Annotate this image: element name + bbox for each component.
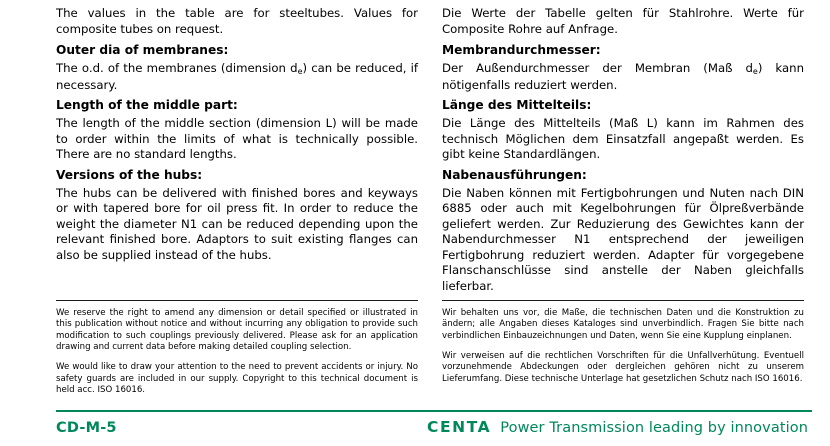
heading-outer-dia-membranes: Outer dia of membranes: (56, 43, 229, 58)
column-german (442, 6, 804, 297)
legal-paragraph-de-2: Wir verweisen auf die rechtlichen Vorschriften für die Unfallverhütung. Eventuell vorzunehmende Abdeckungen oder dergleichen gehören nicht zu unserem Lieferumfang. Diese technische Unterlage hat gesetzlichen Schutz nach ISO 16016. (442, 351, 804, 384)
footer-divider (56, 410, 812, 413)
legal-paragraph-en-2: We would like to draw your attention to the need to prevent accidents or injury. No safety guards are included in our supply. Copyright to this technical document is held acc. ISO 16016. (56, 362, 418, 396)
subscript-e-de: e (752, 66, 758, 76)
heading-nabenausfuehrungen: Nabenausführungen: (442, 167, 587, 182)
body-laenge-mittelteils: Die Länge des Mittelteils (Maß L) kann im Rahmen des technisch Möglichen dem Einsatzfall angepaßt werden. Es gibt keine Standardlängen. (442, 116, 804, 162)
body-membran-part1: Der Außendurchmesser der Membran (Maß d (442, 60, 753, 75)
brand-name: CENTA (426, 418, 492, 436)
legal-divider-en (56, 300, 418, 301)
heading-versions-of-hubs: Versions of the hubs: (56, 167, 203, 182)
body-nabenausfuehrungen: Die Naben können mit Fertigbohrungen und Nuten nach DIN 6885 oder auch mit Kegelbohrungen für Ölpreßverbände geliefert werden. Zur Reduzierung des Gewichtes kann der Nabendurchmesser N1 entsprechend der jeweiligen Fertigbohrung reduziert werden. Adapter für vorgegebene Flanschanschlüsse sind anstelle der Naben gleichfalls lieferbar. (442, 185, 804, 293)
intro-text-en: The values in the table are for steeltubes. Values for composite tubes on request. (56, 6, 418, 36)
body-columns (56, 6, 804, 297)
page-left-margin (0, 0, 14, 446)
page-footer (56, 410, 812, 437)
legal-column-english (56, 300, 418, 405)
legal-notices (56, 300, 804, 405)
intro-text-de: Die Werte der Tabelle gelten für Stahlrohre. Werte für Composite Rohre auf Anfrage. (442, 6, 804, 36)
body-versions-of-hubs: The hubs can be delivered with finished bores and keyways or with tapered bore for oil press fit. In order to reduce the weight the diameter N1 can be reduced depending upon the relevant finished bore. Adaptors to suit existing flanges can also be supplied instead of the hubs. (56, 185, 418, 262)
legal-column-german (442, 300, 804, 405)
subscript-e-en: e (297, 66, 303, 76)
legal-paragraph-en-1: We reserve the right to amend any dimension or detail specified or illustrated in this publication without notice and without incurring any obligation to provide such modification to such couplings previously delivered. Please ask for an application drawing and current data before making detailed coupling selection. (56, 308, 418, 353)
heading-membrandurchmesser: Membrandurchmesser: (442, 43, 601, 58)
body-membrandurchmesser (442, 61, 804, 93)
column-english (56, 6, 418, 297)
page-code: CD-M-5 (56, 420, 117, 436)
body-outer-dia-part2: ) can be reduced, if necessary. (56, 60, 419, 92)
body-length-middle-part: The length of the middle section (dimension L) will be made to order within the limits of what is technically possible. There are no standard lengths. (56, 116, 418, 162)
brand-block (427, 418, 812, 436)
body-outer-dia-membranes (56, 61, 418, 93)
heading-laenge-mittelteils: Länge des Mittelteils: (442, 98, 592, 113)
body-membran-part2: ) kann nötigenfalls reduziert werden. (442, 60, 804, 92)
legal-divider-de (442, 300, 804, 301)
legal-paragraph-de-1: Wir behalten uns vor, die Maße, die technischen Daten und die Konstruktion zu ändern; alle Angaben dieses Kataloges sind unverbindlich. Fragen Sie bitte nach verbindlichen Einbauzeichnungen und Daten, wenn Sie eine Kupplung einplanen. (442, 308, 804, 341)
heading-length-middle-part: Length of the middle part: (56, 98, 238, 113)
body-outer-dia-part1: The o.d. of the membranes (dimension d (56, 60, 298, 75)
footer-row (56, 418, 812, 436)
brand-tagline: Power Transmission leading by innovation (500, 420, 808, 436)
